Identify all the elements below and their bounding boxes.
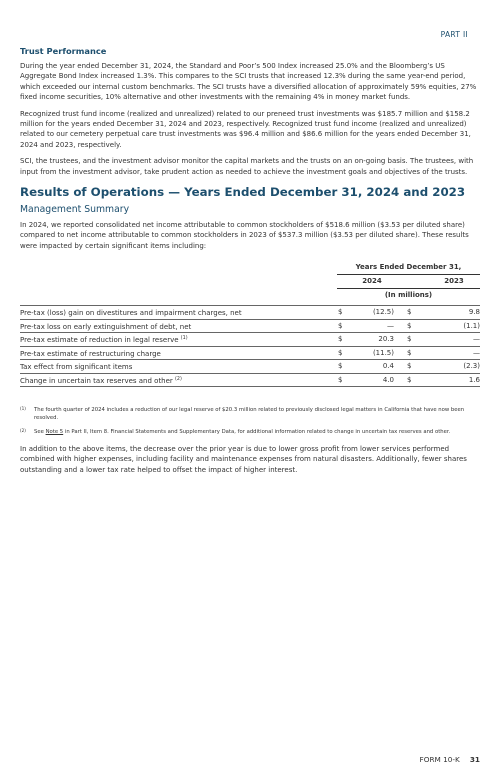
value-2024: (12.5) (372, 308, 394, 317)
results-intro-paragraph: In 2024, we reported consolidated net income attributable to common stockholders of $518.6 million ($3.53 per diluted share) compared to net income attributable to common stockholders in 2023 of $537.3 million ($3.53 per diluted share). These results were impacted by certain significant items including: (20, 221, 469, 250)
dollar-sign: $ (338, 348, 343, 357)
row-label: Pre-tax estimate of reduction in legal reserve $^{(1)}$ (20, 336, 188, 345)
row-label: Pre-tax estimate of restructuring charge (20, 349, 161, 358)
value-2024: 4.0 (382, 375, 394, 384)
main-content (20, 46, 480, 385)
column-header-2024: 2024 (362, 277, 382, 286)
table-header-years: Years Ended December 31, (337, 263, 480, 275)
dollar-sign: $ (338, 321, 343, 330)
value-2024: (11.5) (372, 348, 394, 357)
column-header-2023: 2023 (444, 277, 464, 286)
dollar-sign: $ (407, 375, 412, 384)
dollar-sign: $ (407, 362, 412, 371)
dollar-sign: $ (338, 375, 343, 384)
footnote-marker: (1) (20, 406, 26, 411)
value-2023: (1.1) (463, 321, 480, 330)
dollar-sign: $ (407, 321, 412, 330)
closing-section (20, 444, 480, 481)
dollar-sign: $ (407, 335, 412, 344)
trust-performance-heading: Trust Performance (20, 46, 107, 56)
table-header-columns (337, 277, 480, 289)
value-2024: 0.4 (382, 362, 394, 371)
table-row (20, 373, 480, 388)
management-summary-heading: Management Summary (20, 204, 130, 216)
value-2024: 20.3 (378, 335, 394, 344)
dollar-sign: $ (338, 362, 343, 371)
trust-paragraph-2: Recognized trust fund income (realized and unrealized) related to our preneed trust investments was $185.7 million and $158.2 million for the years ended December 31, 2024 and 2023, respectively. Recognized trust fund income (realized and unrealized) related to our cemetery perpetual care trust investments was $96.4 million and $86.6 million for the years ended December 31, 2024 and 2023, respectively. (20, 109, 471, 149)
table-units: (In millions) (384, 291, 433, 300)
table-row (20, 332, 480, 346)
footnotes (20, 406, 480, 442)
row-label: Tax effect from significant items (20, 363, 133, 372)
dollar-sign: $ (407, 308, 412, 317)
footnote-text-suffix: in Part II, Item 8. Financial Statements and Supplementary Data, for additional information related to change in uncertain tax reserves and other. (63, 429, 451, 435)
footnote-2 (20, 428, 480, 436)
row-label: Change in uncertain tax reserves and other $^{(2)}$ (20, 376, 182, 385)
table-body (20, 305, 480, 387)
table-row (20, 305, 480, 319)
footnote-text-prefix: See (34, 429, 46, 435)
value-2023: — (473, 335, 480, 344)
part-label: PART II (440, 30, 468, 39)
page-number: 31 (469, 755, 480, 764)
value-2024: — (387, 321, 394, 330)
value-2023: 1.6 (468, 375, 480, 384)
closing-paragraph: In addition to the above items, the decrease over the prior year is due to lower gross profit from lower services performed combined with higher expenses, including facility and maintenance expenses from natural disasters. Additionally, fewer shares outstanding and a lower tax rate helped to offset the impact of higher interest. (20, 445, 467, 474)
footnote-text: The fourth quarter of 2024 includes a reduction of our legal reserve of $20.3 million related to previously disclosed legal matters in California that have now been resolved. (34, 407, 465, 421)
table-row (20, 346, 480, 360)
table-row (20, 359, 480, 373)
dollar-sign: $ (407, 348, 412, 357)
row-label: Pre-tax (loss) gain on divestitures and impairment charges, net (20, 309, 242, 318)
trust-paragraph-1: During the year ended December 31, 2024, the Standard and Poor’s 500 Index increased 25.0% and the Bloomberg’s US Aggregate Bond Index increased 1.3%. This compares to the SCI trusts that increased 12.3% during the same year-end period, which exceeded our internal custom benchmarks. The SCI trusts have a diversified allocation of approximately 59% equities, 27% fixed income securities, 10% alternative and other investments with the remaining 4% in money market funds. (20, 62, 477, 102)
page-footer (420, 755, 481, 764)
table-row (20, 319, 480, 333)
note-5-link[interactable]: Note 5 (45, 429, 64, 435)
value-2023: (2.3) (463, 362, 480, 371)
results-heading: Results of Operations — Years Ended December 31, 2024 and 2023 (20, 185, 466, 200)
footnote-marker: (2) (20, 428, 26, 433)
value-2023: — (473, 348, 480, 357)
trust-paragraph-3: SCI, the trustees, and the investment advisor monitor the capital markets and the trusts on an on-going basis. The trustees, with input from the investment advisor, take prudent action as needed to achieve the investment goals and objectives of the trusts. (20, 157, 474, 176)
dollar-sign: $ (338, 308, 343, 317)
row-label: Pre-tax loss on early extinguishment of debt, net (20, 322, 192, 331)
dollar-sign: $ (338, 335, 343, 344)
footnote-1 (20, 406, 480, 422)
value-2023: 9.8 (468, 308, 480, 317)
form-label: FORM 10-K (419, 755, 460, 764)
